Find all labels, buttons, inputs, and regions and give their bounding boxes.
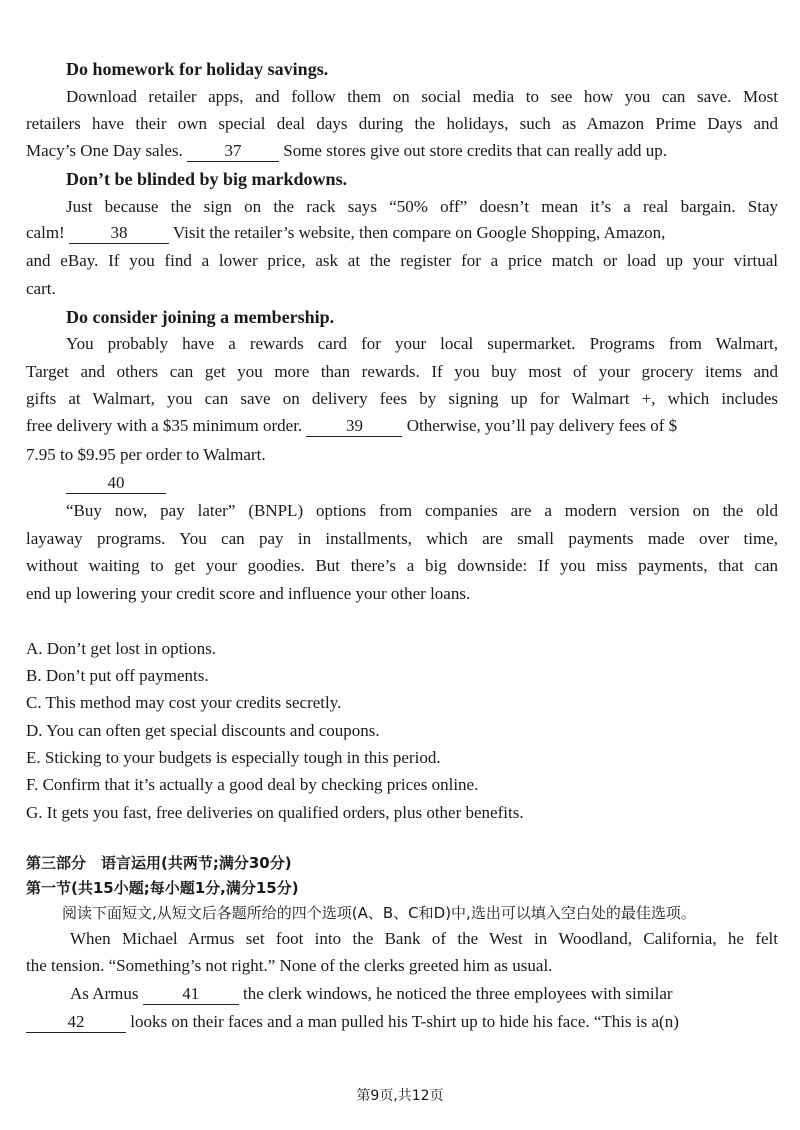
p1-line-2: the tension. “Something’s not right.” None of the clerks greeted him as usual.	[26, 956, 553, 975]
s1-line-1: Download retailer apps, and follow them on social media to see how you can save. Most	[66, 87, 778, 106]
s2-line-3: and eBay. If you find a lower price, ask at the register for a price match or load up your virtual	[26, 251, 778, 270]
heading-big-markdowns: Don’t be blinded by big markdowns.	[66, 169, 348, 189]
s1-line-2: retailers have their own special deal days during the holidays, such as Amazon Prime Days and	[26, 114, 778, 133]
s3-line-4	[26, 415, 778, 437]
blank-42: 42	[26, 1012, 126, 1033]
p2-line-1	[70, 983, 778, 1005]
s2-line-2-pre: calm!	[26, 223, 65, 242]
heading-holiday-savings: Do homework for holiday savings.	[66, 59, 329, 79]
p2-line-2	[26, 1011, 778, 1033]
s1-line-3	[26, 140, 778, 162]
s4-line-2: layaway programs. You can pay in installments, which are small payments made over time,	[26, 529, 778, 548]
option-a: A. Don’t get lost in options.	[26, 639, 216, 658]
page-number: 第9页,共12页	[356, 1088, 444, 1104]
option-f: F. Confirm that it’s actually a good deal by checking prices online.	[26, 775, 479, 794]
p2-line-1-post: the clerk windows, he noticed the three employees with similar	[242, 984, 673, 1003]
s4-heading-row	[66, 472, 266, 494]
blank-37: 37	[187, 141, 279, 162]
s4-line-3: without waiting to get your goodies. But there’s a big downside: If you miss payments, that can	[26, 556, 778, 575]
part3-instruction: 阅读下面短文,从短文后各题所给的四个选项(A、B、C和D)中,选出可以填入空白处的最佳选项。	[62, 904, 696, 922]
s3-line-1: You probably have a rewards card for your local supermarket. Programs from Walmart,	[66, 334, 778, 353]
option-g: G. It gets you fast, free deliveries on qualified orders, plus other benefits.	[26, 803, 524, 822]
s3-line-2: Target and others can get you more than rewards. If you buy most of your grocery items and	[26, 362, 778, 381]
s4-line-1: “Buy now, pay later” (BNPL) options from companies are a modern version on the old	[66, 501, 778, 520]
s3-line-4-post: Otherwise, you’ll pay delivery fees of $	[406, 416, 678, 435]
blank-39: 39	[306, 416, 402, 437]
s3-line-3: gifts at Walmart, you can save on delivery fees by signing up for Walmart +, which includes	[26, 389, 778, 408]
blank-38: 38	[69, 223, 169, 244]
part3-section: 第一节(共15小题;每小题1分,满分15分)	[26, 879, 299, 897]
s2-line-2	[26, 222, 778, 244]
s2-line-2-post: Visit the retailer’s website, then compare on Google Shopping, Amazon,	[172, 223, 666, 242]
p2-line-2-post: looks on their faces and a man pulled his T-shirt up to hide his face. “This is a(n)	[130, 1012, 679, 1031]
s2-line-4: cart.	[26, 279, 56, 298]
s1-line-3-post: Some stores give out store credits that can really add up.	[283, 141, 668, 160]
s3-line-4-pre: free delivery with a $35 minimum order.	[26, 416, 303, 435]
option-c: C. This method may cost your credits secretly.	[26, 693, 342, 712]
s4-line-4: end up lowering your credit score and influence your other loans.	[26, 584, 471, 603]
p1-line-1: When Michael Armus set foot into the Bank of the West in Woodland, California, he felt	[70, 929, 778, 948]
option-b: B. Don’t put off payments.	[26, 666, 209, 685]
part3-title: 第三部分 语言运用(共两节;满分30分)	[26, 854, 292, 872]
option-d: D. You can often get special discounts and coupons.	[26, 721, 380, 740]
blank-41: 41	[143, 984, 239, 1005]
p2-line-1-pre: As Armus	[70, 984, 139, 1003]
s2-line-1: Just because the sign on the rack says “50% off” doesn’t mean it’s a real bargain. Stay	[66, 197, 778, 216]
option-e: E. Sticking to your budgets is especially tough in this period.	[26, 748, 441, 767]
heading-membership: Do consider joining a membership.	[66, 307, 335, 327]
s3-line-5: 7.95 to $9.95 per order to Walmart.	[26, 445, 266, 464]
s1-line-3-pre: Macy’s One Day sales.	[26, 141, 183, 160]
blank-40: 40	[66, 473, 166, 494]
